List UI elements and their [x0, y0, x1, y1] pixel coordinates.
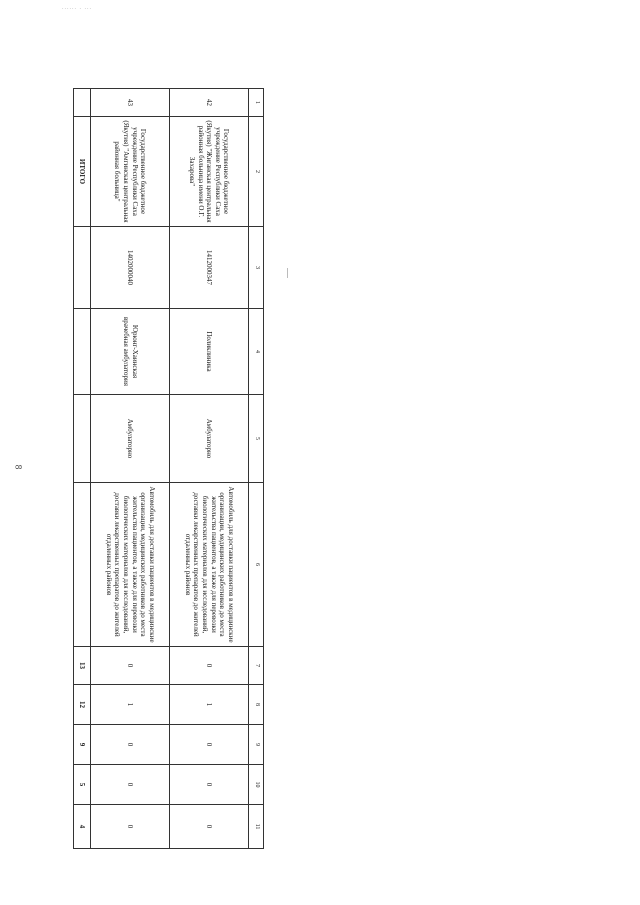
vehicle-purpose: Автомобиль для доставки пациентов в медицинские организации, медицинских работников до места жительства пациентов, а также для перевозки биологических материалов для исследований, доставки лекарственных препаратов до жителей отдаленных районов [91, 483, 170, 647]
unit-name: Юрюнг-Хаинская врачебная амбулатория [91, 309, 170, 395]
total-label: ИТОГО [74, 117, 91, 227]
total-row [74, 89, 91, 849]
value-col-9: 0 [170, 725, 249, 765]
institution-name: Государственное бюджетное учреждение Республики Саха (Якутия) "Жиганская центральная районная больница имени О.Г. Захарова" [170, 117, 249, 227]
vehicle-table [73, 88, 264, 849]
col-num-1: 1 [249, 89, 264, 117]
care-type: Амбулаторно [91, 395, 170, 483]
institution-name: Государственное бюджетное учреждение Республики Саха (Якутия) "Амгинская центральная районная больница" [91, 117, 170, 227]
col-num-3: 3 [249, 227, 264, 309]
value-col-9: 0 [91, 725, 170, 765]
total-col-7: 13 [74, 647, 91, 685]
total-empty-cell [74, 395, 91, 483]
value-col-10: 0 [170, 765, 249, 805]
table-row [91, 89, 170, 849]
header-mark: ...... . ... [62, 5, 92, 11]
total-empty-cell [74, 483, 91, 647]
col-num-2: 2 [249, 117, 264, 227]
value-col-11: 0 [91, 805, 170, 849]
col-num-6: 6 [249, 483, 264, 647]
col-num-9: 9 [249, 725, 264, 765]
col-num-7: 7 [249, 647, 264, 685]
scan-mark [287, 268, 288, 278]
value-col-11: 0 [170, 805, 249, 849]
column-number-row [249, 89, 264, 849]
col-num-5: 5 [249, 395, 264, 483]
total-empty-cell [74, 227, 91, 309]
care-type: Амбулаторно [170, 395, 249, 483]
vehicle-purpose: Автомобиль для доставки пациентов в медицинские организации, медицинских работников до места жительства пациентов, а также для перевозки биологических материалов для исследований, доставки лекарственных препаратов до жителей отдаленных районов [170, 483, 249, 647]
total-col-9: 9 [74, 725, 91, 765]
total-empty-cell [74, 89, 91, 117]
row-number: 43 [91, 89, 170, 117]
total-empty-cell [74, 309, 91, 395]
col-num-10: 10 [249, 765, 264, 805]
rotated-table [80, 88, 264, 848]
value-col-8: 1 [170, 685, 249, 725]
col-num-8: 8 [249, 685, 264, 725]
col-num-4: 4 [249, 309, 264, 395]
value-col-7: 0 [170, 647, 249, 685]
row-number: 42 [170, 89, 249, 117]
unit-name: Поликлиника [170, 309, 249, 395]
value-col-8: 1 [91, 685, 170, 725]
value-col-10: 0 [91, 765, 170, 805]
total-col-8: 12 [74, 685, 91, 725]
value-col-7: 0 [91, 647, 170, 685]
col-num-11: 11 [249, 805, 264, 849]
institution-code: 1402000040 [91, 227, 170, 309]
institution-code: 1412000347 [170, 227, 249, 309]
page-number: 8 [13, 464, 24, 470]
rotated-table-wrapper [80, 88, 264, 848]
table-row [170, 89, 249, 849]
total-col-10: 5 [74, 765, 91, 805]
total-col-11: 4 [74, 805, 91, 849]
